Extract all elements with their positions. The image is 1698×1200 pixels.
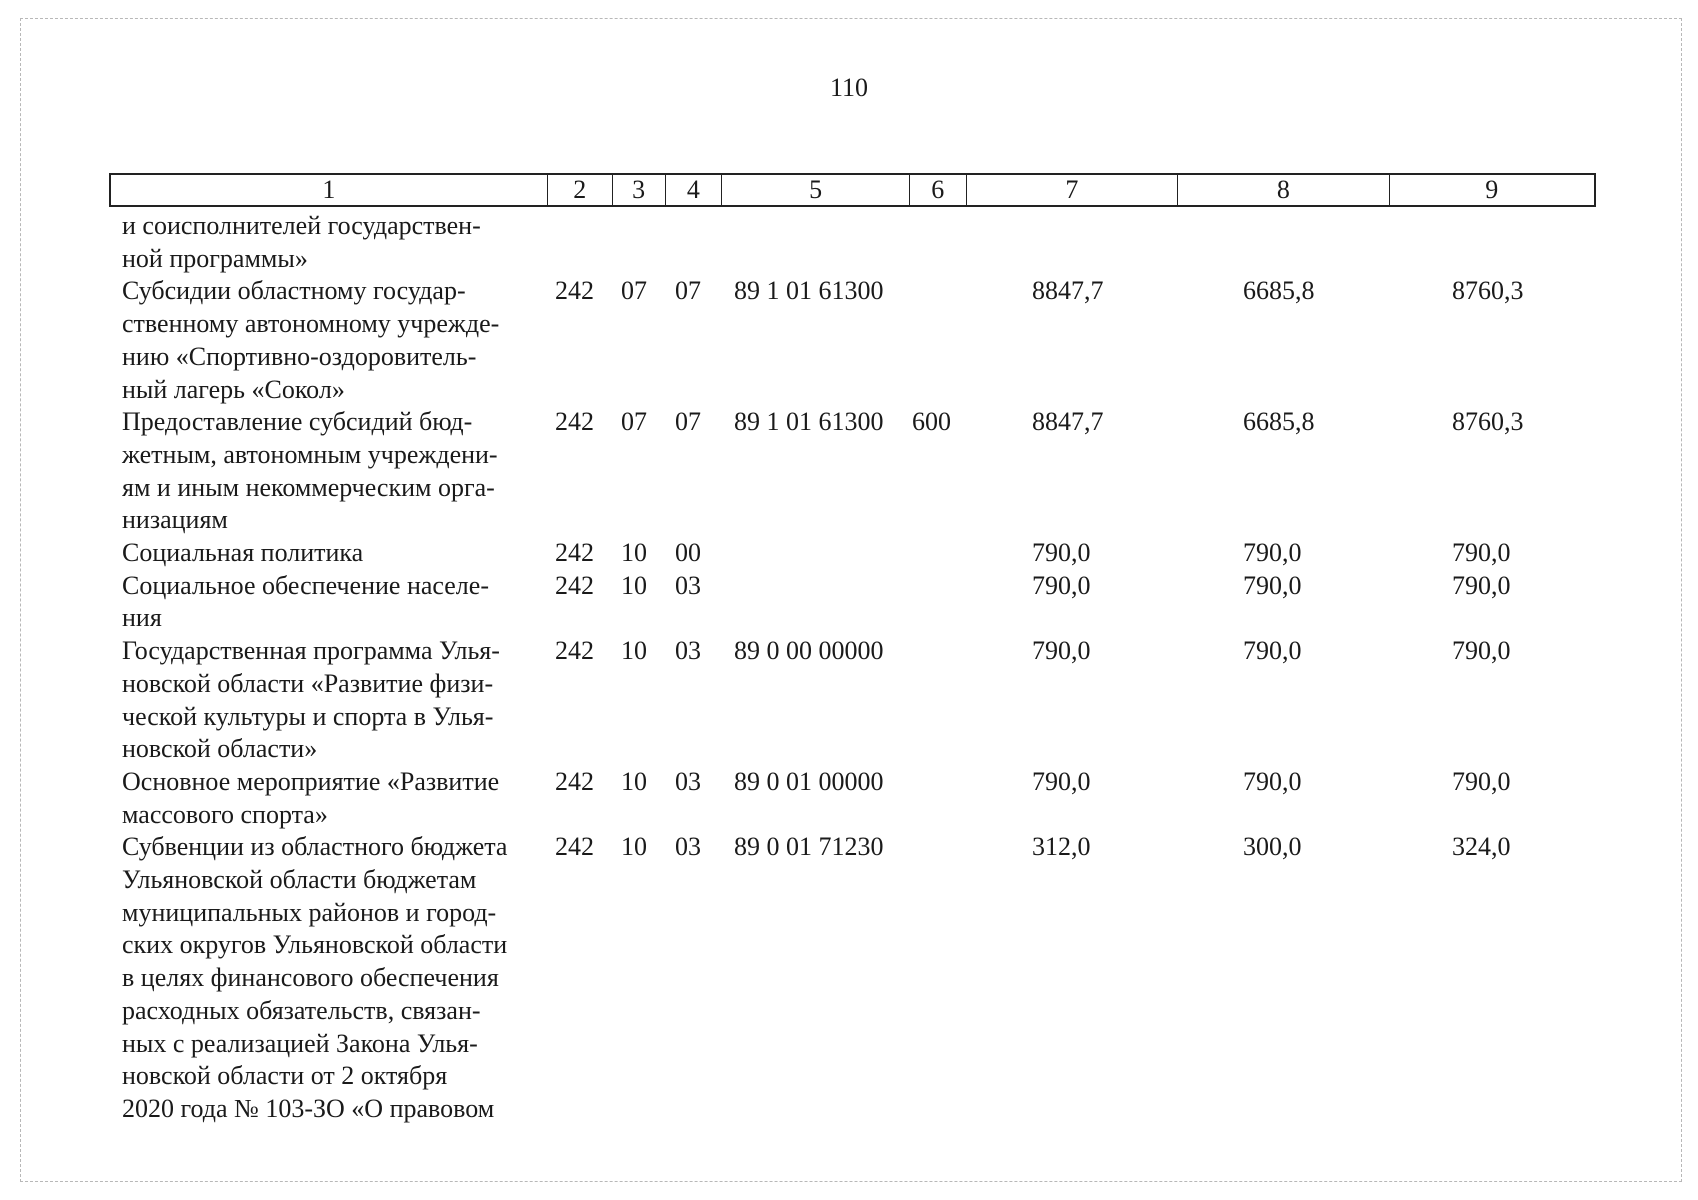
description-line: ческой культуры и спорта в Улья-: [122, 701, 494, 731]
cell-col-9: 790,0: [1452, 636, 1511, 666]
cell-col-8: 6685,8: [1243, 407, 1315, 437]
table-body: [0, 210, 1698, 1126]
cell-col-9: 790,0: [1452, 766, 1511, 796]
row-description: [122, 766, 537, 831]
cell-col-5: 89 0 01 00000: [734, 766, 884, 796]
cell-col-8: 6685,8: [1243, 276, 1315, 306]
cell-col-7: 8847,7: [1032, 407, 1104, 437]
cell-col-4: 03: [675, 570, 701, 600]
description-line: Предоставление субсидий бюд-: [122, 407, 473, 437]
cell-col-4: 03: [675, 832, 701, 862]
cell-col-3: 10: [621, 538, 647, 568]
cell-col-8: 790,0: [1243, 570, 1302, 600]
cell-col-2: 242: [555, 766, 594, 796]
description-line: новской области от 2 октября: [122, 1061, 448, 1091]
row-description: [122, 406, 537, 537]
page-number: 110: [829, 73, 869, 102]
cell-col-7: 790,0: [1032, 570, 1091, 600]
cell-col-4: 07: [675, 276, 701, 306]
header-col-9: 9: [1485, 175, 1499, 204]
description-line: ной программы»: [122, 243, 308, 273]
description-line: массового спорта»: [122, 799, 328, 829]
description-line: новской области»: [122, 734, 318, 764]
description-line: Государственная программа Улья-: [122, 636, 500, 666]
description-line: новской области «Развитие физи-: [122, 668, 494, 698]
description-line: в целях финансового обеспечения: [122, 963, 499, 993]
cell-col-4: 00: [675, 538, 701, 568]
row-description: [122, 635, 537, 766]
row-description: [122, 831, 537, 1125]
cell-col-5: 89 1 01 61300: [734, 407, 884, 437]
cell-col-8: 300,0: [1243, 832, 1302, 862]
cell-col-7: 8847,7: [1032, 276, 1104, 306]
description-line: низациям: [122, 505, 228, 535]
cell-col-3: 10: [621, 832, 647, 862]
cell-col-3: 10: [621, 766, 647, 796]
cell-col-8: 790,0: [1243, 636, 1302, 666]
cell-col-2: 242: [555, 570, 594, 600]
cell-col-2: 242: [555, 276, 594, 306]
cell-col-9: 790,0: [1452, 570, 1511, 600]
header-col-5: 5: [722, 175, 910, 205]
table-row: [0, 831, 1698, 1125]
cell-col-9: 8760,3: [1452, 407, 1524, 437]
description-line: Основное мероприятие «Развитие: [122, 766, 500, 796]
cell-col-3: 10: [621, 570, 647, 600]
cell-col-6: 600: [912, 407, 951, 437]
cell-col-5: 89 0 01 71230: [734, 832, 884, 862]
description-line: жетным, автономным учреждени-: [122, 439, 498, 469]
header-col-2: 2: [548, 175, 613, 205]
description-line: Социальное обеспечение населе-: [122, 570, 489, 600]
cell-col-5: 89 1 01 61300: [734, 276, 884, 306]
cell-col-2: 242: [555, 538, 594, 568]
cell-col-3: 10: [621, 636, 647, 666]
header-col-7: 7: [967, 175, 1178, 205]
cell-col-4: 07: [675, 407, 701, 437]
description-line: ям и иным некоммерческим орга-: [122, 472, 495, 502]
header-col-4: 4: [666, 175, 723, 205]
description-line: ный лагерь «Сокол»: [122, 374, 345, 404]
cell-col-4: 03: [675, 636, 701, 666]
table-row: [0, 537, 1698, 570]
row-description: [122, 570, 537, 635]
description-line: Субвенции из областного бюджета: [122, 832, 508, 862]
table-row: [0, 635, 1698, 766]
cell-col-9: 324,0: [1452, 832, 1511, 862]
row-description: [122, 537, 537, 570]
cell-col-3: 07: [621, 276, 647, 306]
description-line: ских округов Ульяновской области: [122, 930, 508, 960]
cell-col-4: 03: [675, 766, 701, 796]
description-line: и соисполнителей государствен-: [122, 211, 481, 240]
row-description: [122, 275, 537, 406]
cell-col-3: 07: [621, 407, 647, 437]
table-header: [109, 173, 1596, 207]
cell-col-7: 790,0: [1032, 636, 1091, 666]
cell-col-8: 790,0: [1243, 766, 1302, 796]
table-row: [0, 275, 1698, 406]
header-col-1: 1: [111, 175, 548, 205]
header-col-6: 6: [910, 175, 967, 205]
cell-col-8: 790,0: [1243, 538, 1302, 568]
header-col-8: 8: [1178, 175, 1389, 205]
description-line: ния: [122, 603, 162, 633]
cell-col-9: 8760,3: [1452, 276, 1524, 306]
description-line: 2020 года № 103-ЗО «О правовом: [122, 1093, 495, 1123]
description-line: Социальная политика: [122, 538, 364, 568]
description-line: нию «Спортивно-оздоровитель-: [122, 341, 477, 371]
description-line: Ульяновской области бюджетам: [122, 865, 477, 895]
cell-col-9: 790,0: [1452, 538, 1511, 568]
table-row: [0, 406, 1698, 537]
table-row: [0, 766, 1698, 831]
header-col-3: 3: [613, 175, 666, 205]
description-line: Субсидии областному государ-: [122, 276, 466, 306]
cell-col-5: 89 0 00 00000: [734, 636, 884, 666]
table-row: [0, 570, 1698, 635]
description-line: муниципальных районов и город-: [122, 897, 497, 927]
cell-col-2: 242: [555, 636, 594, 666]
cell-col-2: 242: [555, 832, 594, 862]
cell-col-7: 312,0: [1032, 832, 1091, 862]
description-line: расходных обязательств, связан-: [122, 995, 481, 1025]
row-description: [122, 210, 537, 275]
table-row: [0, 210, 1698, 275]
description-line: ственному автономному учрежде-: [122, 309, 500, 339]
cell-col-2: 242: [555, 407, 594, 437]
cell-col-7: 790,0: [1032, 538, 1091, 568]
description-line: ных с реализацией Закона Улья-: [122, 1028, 478, 1058]
cell-col-7: 790,0: [1032, 766, 1091, 796]
